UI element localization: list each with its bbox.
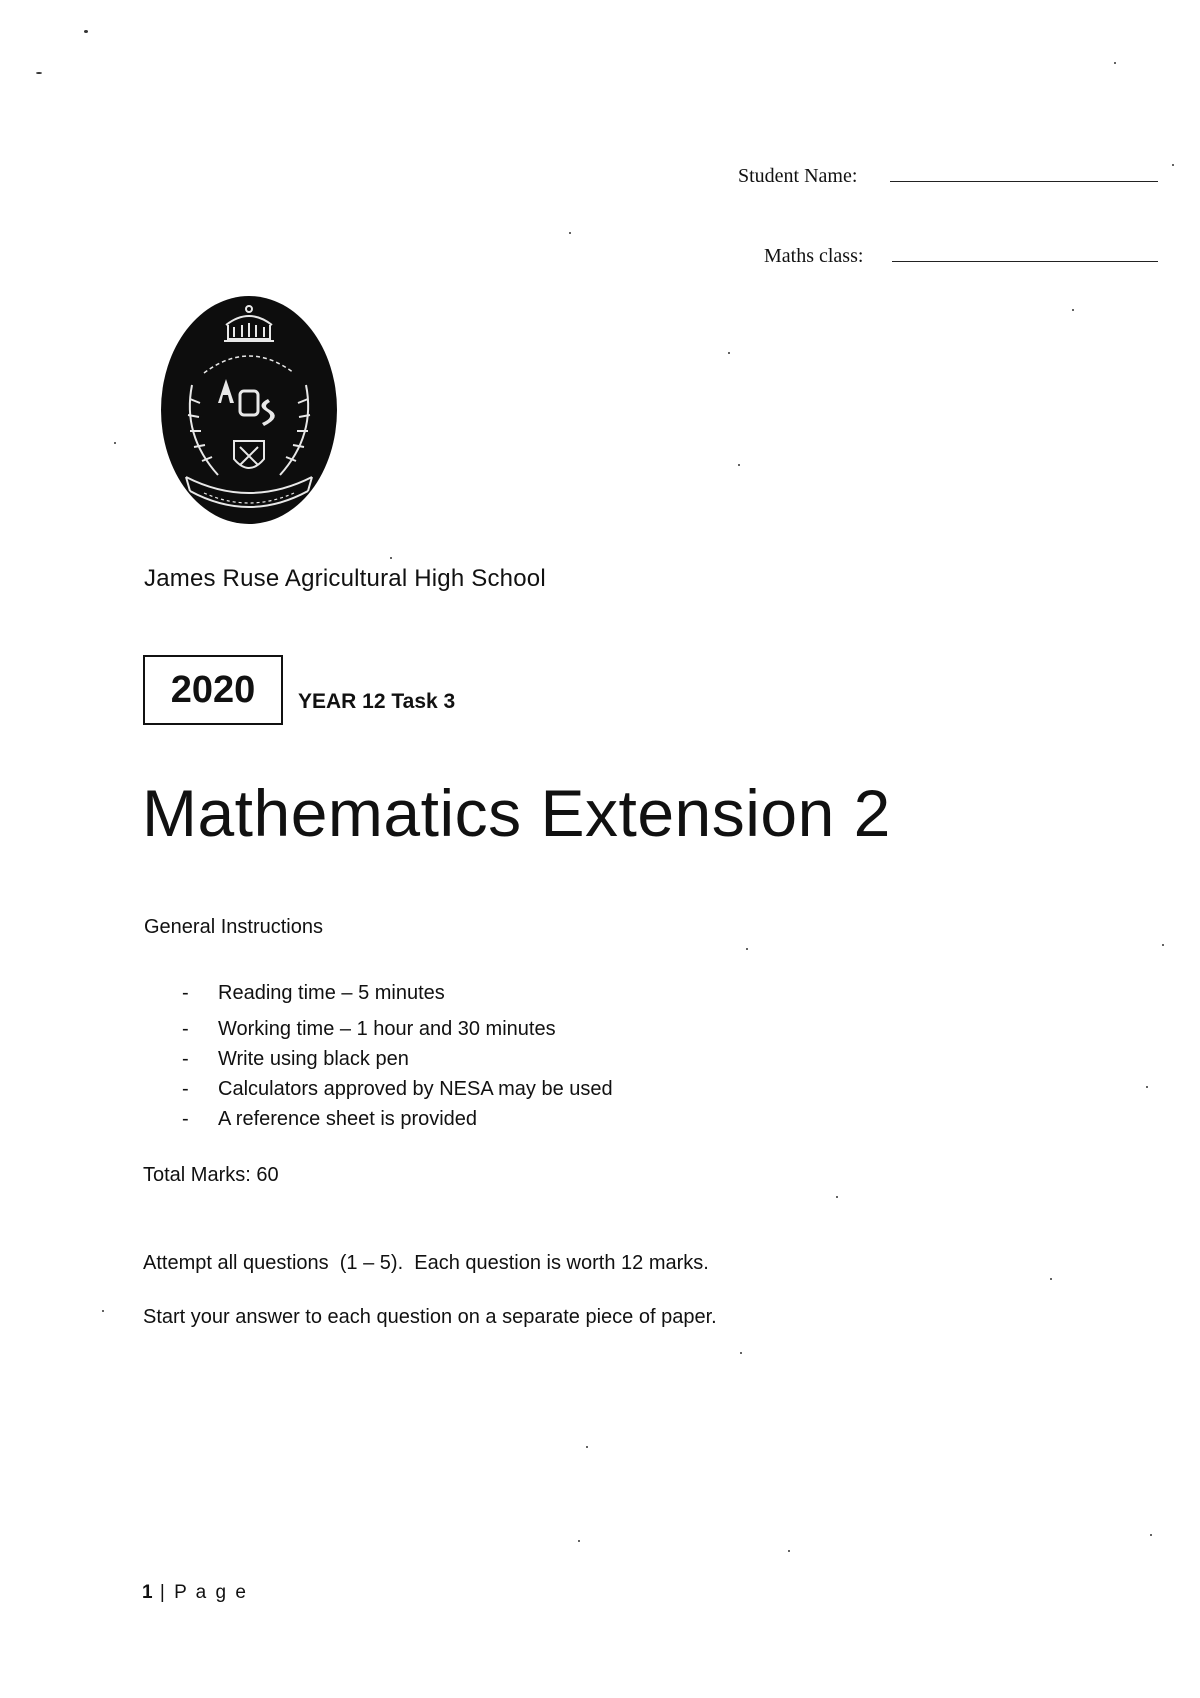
scan-speck bbox=[102, 1310, 104, 1312]
scan-speck bbox=[1072, 309, 1074, 311]
list-dash: - bbox=[182, 1108, 189, 1130]
instruction-text: A reference sheet is provided bbox=[218, 1108, 478, 1130]
exam-year-box bbox=[143, 655, 283, 725]
list-item bbox=[182, 1014, 613, 1044]
scan-speck bbox=[84, 30, 88, 33]
scan-speck bbox=[1162, 944, 1164, 946]
scan-speck bbox=[36, 72, 42, 74]
scan-speck bbox=[569, 232, 571, 234]
page-label: | P a g e bbox=[159, 1582, 248, 1603]
exam-year: 2020 bbox=[170, 668, 256, 711]
scan-speck bbox=[738, 464, 740, 466]
list-item bbox=[182, 978, 613, 1008]
list-dash: - bbox=[182, 982, 189, 1004]
list-item bbox=[182, 1074, 613, 1104]
student-name-label: Student Name: bbox=[738, 165, 858, 187]
student-details bbox=[738, 158, 1158, 268]
scan-speck bbox=[1172, 164, 1174, 166]
instruction-text: Calculators approved by NESA may be used bbox=[218, 1078, 613, 1100]
scan-speck bbox=[578, 1540, 580, 1542]
attempt-instruction: Attempt all questions (1 – 5). Each question is worth 12 marks. bbox=[143, 1252, 709, 1274]
page-number: 1 bbox=[142, 1582, 153, 1603]
maths-class-label: Maths class: bbox=[764, 245, 864, 267]
student-name-row bbox=[738, 158, 1158, 188]
list-dash: - bbox=[182, 1078, 189, 1100]
scan-speck bbox=[114, 442, 116, 444]
instructions-heading: General Instructions bbox=[144, 916, 323, 938]
school-name: James Ruse Agricultural High School bbox=[144, 565, 546, 592]
scan-speck bbox=[740, 1352, 742, 1354]
scan-speck bbox=[1114, 62, 1116, 64]
instruction-text: Reading time – 5 minutes bbox=[218, 982, 445, 1004]
scan-speck bbox=[390, 557, 392, 559]
scan-speck bbox=[1146, 1086, 1148, 1088]
instruction-text: Working time – 1 hour and 30 minutes bbox=[218, 1018, 556, 1040]
scan-speck bbox=[1150, 1534, 1152, 1536]
scan-speck bbox=[788, 1550, 790, 1552]
exam-task: YEAR 12 Task 3 bbox=[298, 690, 456, 713]
student-name-line[interactable] bbox=[890, 180, 1158, 182]
school-crest-icon bbox=[160, 295, 338, 525]
list-dash: - bbox=[182, 1018, 189, 1040]
start-answer-instruction: Start your answer to each question on a separate piece of paper. bbox=[143, 1306, 717, 1328]
list-dash: - bbox=[182, 1048, 189, 1070]
list-item bbox=[182, 1044, 613, 1074]
scan-speck bbox=[728, 352, 730, 354]
scan-speck bbox=[1050, 1278, 1052, 1280]
total-marks: Total Marks: 60 bbox=[143, 1164, 279, 1186]
scan-speck bbox=[836, 1196, 838, 1198]
list-item bbox=[182, 1104, 613, 1134]
maths-class-row bbox=[738, 238, 1158, 268]
scan-speck bbox=[746, 948, 748, 950]
maths-class-line[interactable] bbox=[892, 260, 1158, 262]
instruction-text: Write using black pen bbox=[218, 1048, 409, 1070]
page-footer bbox=[142, 1582, 248, 1604]
instructions-list bbox=[182, 978, 613, 1134]
exam-title: Mathematics Extension 2 bbox=[142, 776, 891, 850]
scan-speck bbox=[586, 1446, 588, 1448]
